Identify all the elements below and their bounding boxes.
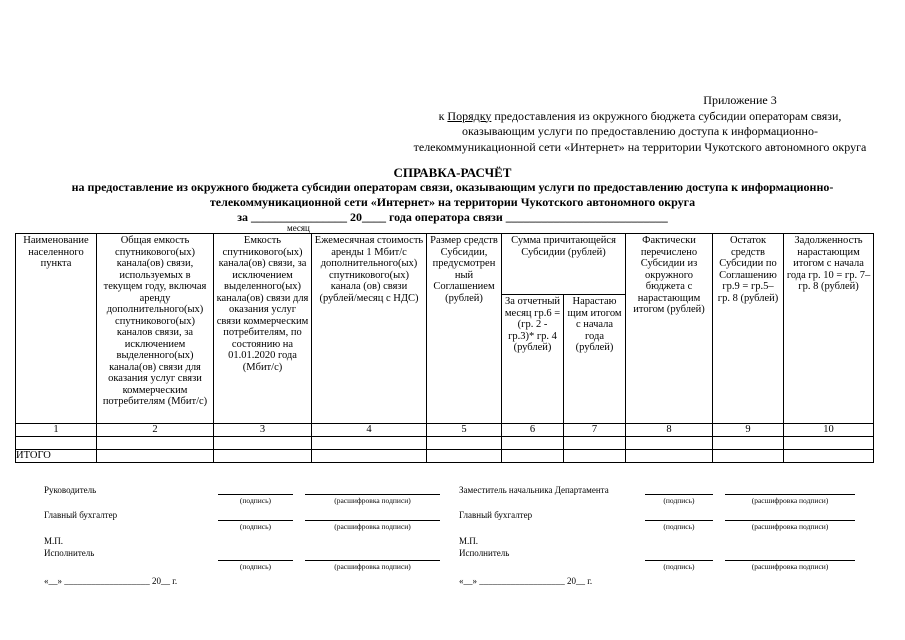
column-number: 3	[214, 424, 312, 437]
signature-line[interactable]	[645, 520, 713, 521]
signature-line[interactable]	[645, 560, 713, 561]
header-settlement: Наименование населенного пункта	[16, 234, 97, 424]
total-label: ИТОГО	[16, 449, 97, 462]
date-line: «__» ___________________ 20__ г.	[459, 576, 593, 586]
decode-caption: (расшифровка подписи)	[751, 522, 829, 531]
heading-line-3: за ________________ 20____ года оператора связи ___________________________	[237, 210, 668, 224]
table-cell[interactable]	[312, 436, 427, 449]
seal-label: М.П.	[44, 536, 64, 546]
table-cell[interactable]	[16, 436, 97, 449]
decode-caption: (расшифровка подписи)	[334, 522, 411, 531]
table-cell[interactable]	[97, 449, 214, 462]
signature-caption: (подпись)	[663, 496, 695, 505]
table-row	[16, 436, 874, 449]
signature-decode-line[interactable]	[725, 560, 855, 561]
signature-decode-line[interactable]	[725, 494, 855, 495]
column-number: 8	[626, 424, 713, 437]
decode-caption: (расшифровка подписи)	[751, 496, 829, 505]
column-number: 2	[97, 424, 214, 437]
header-subsidy-due: Сумма причитающейся Субсидии (рублей)	[502, 234, 626, 295]
header-monthly-cost: Ежемесячная стоимость аренды 1 Мбит/с дополнительного(ых) спутникового(ых) канала (ов) связи (рублей/месяц с НДС)	[312, 234, 427, 424]
decode-caption: (расшифровка подписи)	[751, 562, 829, 571]
decode-caption: (расшифровка подписи)	[334, 496, 411, 505]
table-cell[interactable]	[626, 436, 713, 449]
table-cell[interactable]	[713, 449, 784, 462]
header-subsidy-amount: Размер средств Субсидии, предусмотрен ный Соглашением (рублей)	[427, 234, 502, 424]
signature-decode-line[interactable]	[725, 520, 855, 521]
chief-accountant-label: Главный бухгалтер	[44, 510, 118, 520]
appendix-line-3: телекоммуникационной сети «Интернет» на территории Чукотского автономного округа	[413, 139, 867, 154]
appendix-number: Приложение 3	[703, 93, 777, 107]
header-capacity-2020: Емкость спутникового(ых) канала(ов) связи, за исключением выделенного(ых) канала(ов) связи для оказания услуг связи коммерческим потребителям, по состоянию на 01.01.2020 года (Мбит/с)	[214, 234, 312, 424]
table-cell[interactable]	[214, 449, 312, 462]
total-row	[16, 449, 874, 462]
table-cell[interactable]	[427, 436, 502, 449]
column-number: 7	[564, 424, 626, 437]
table-cell[interactable]	[564, 436, 626, 449]
table-cell[interactable]	[564, 449, 626, 462]
signature-line[interactable]	[218, 520, 293, 521]
header-row	[16, 234, 874, 295]
column-number: 4	[312, 424, 427, 437]
chief-accountant-label: Главный бухгалтер	[459, 510, 533, 520]
executor-label: Исполнитель	[44, 548, 95, 558]
column-number: 9	[713, 424, 784, 437]
appendix-line-1: к Порядку предоставления из окружного бюджета субсидии операторам связи,	[438, 108, 842, 123]
header-debt: Задолженность нарастающим итогом с начала года гр. 10 = гр. 7–гр. 8 (рублей)	[784, 234, 874, 424]
table-cell[interactable]	[502, 436, 564, 449]
seal-label: М.П.	[459, 536, 479, 546]
table-cell[interactable]	[713, 436, 784, 449]
signature-line[interactable]	[218, 494, 293, 495]
header-total-capacity: Общая емкость спутникового(ых) канала(ов) связи, используемых в текущем году, включая аренду дополнительного(ых) спутникового(ых) каналов связи, за исключением выделенного(ых) канала(ов) связи для оказания услуг связи коммерческим потребителям (Мбит/с)	[97, 234, 214, 424]
table-cell[interactable]	[427, 449, 502, 462]
column-number: 1	[16, 424, 97, 437]
signature-decode-line[interactable]	[305, 560, 440, 561]
table-cell[interactable]	[784, 449, 874, 462]
table-cell[interactable]	[214, 436, 312, 449]
signature-decode-line[interactable]	[305, 520, 440, 521]
appendix-block	[380, 93, 900, 155]
decode-caption: (расшифровка подписи)	[334, 562, 411, 571]
signature-caption: (подпись)	[239, 562, 272, 571]
calculation-table	[15, 233, 874, 463]
column-number: 10	[784, 424, 874, 437]
month-note: месяц	[287, 223, 310, 233]
date-line: «__» ___________________ 20__ г.	[44, 576, 178, 586]
head-label: Руководитель	[44, 485, 97, 495]
table-cell[interactable]	[97, 436, 214, 449]
signature-caption: (подпись)	[239, 522, 272, 531]
heading-line-1: на предоставление из окружного бюджета субсидии операторам связи, оказывающим услуги по предоставлению доступа к информационно-	[71, 180, 834, 194]
signature-caption: (подпись)	[663, 522, 695, 531]
subheader-reporting-month: За отчетный месяц гр.6 = (гр. 2 - гр.3)* гр. 4 (рублей)	[502, 295, 564, 424]
procedure-link[interactable]: Порядку	[447, 108, 492, 123]
signature-caption: (подпись)	[239, 496, 272, 505]
signature-decode-line[interactable]	[305, 494, 440, 495]
column-number-row	[16, 424, 874, 437]
document-title: СПРАВКА-РАСЧЁТ	[393, 165, 512, 180]
header-balance: Остаток средств Субсидии по Соглашению гр.9 = гр.5– гр. 8 (рублей)	[713, 234, 784, 424]
executor-label: Исполнитель	[459, 548, 510, 558]
signature-caption: (подпись)	[663, 562, 695, 571]
header-transferred: Фактически перечислено Субсидии из окружного бюджета с нарастающим итогом (рублей)	[626, 234, 713, 424]
table-cell[interactable]	[626, 449, 713, 462]
column-number: 5	[427, 424, 502, 437]
column-number: 6	[502, 424, 564, 437]
subheader-cumulative: Нарастаю щим итогом с начала года (рублей)	[564, 295, 626, 424]
appendix-line-2: оказывающим услуги по предоставлению доступа к информационно-	[462, 124, 818, 138]
table-cell[interactable]	[784, 436, 874, 449]
deputy-label: Заместитель начальника Департамента	[459, 485, 609, 495]
table-cell[interactable]	[312, 449, 427, 462]
table-cell[interactable]	[502, 449, 564, 462]
signature-line[interactable]	[645, 494, 713, 495]
signature-line[interactable]	[218, 560, 293, 561]
heading-line-2: телекоммуникационной сети «Интернет» на территории Чукотского автономного округа	[209, 195, 696, 209]
document-heading	[0, 165, 905, 225]
